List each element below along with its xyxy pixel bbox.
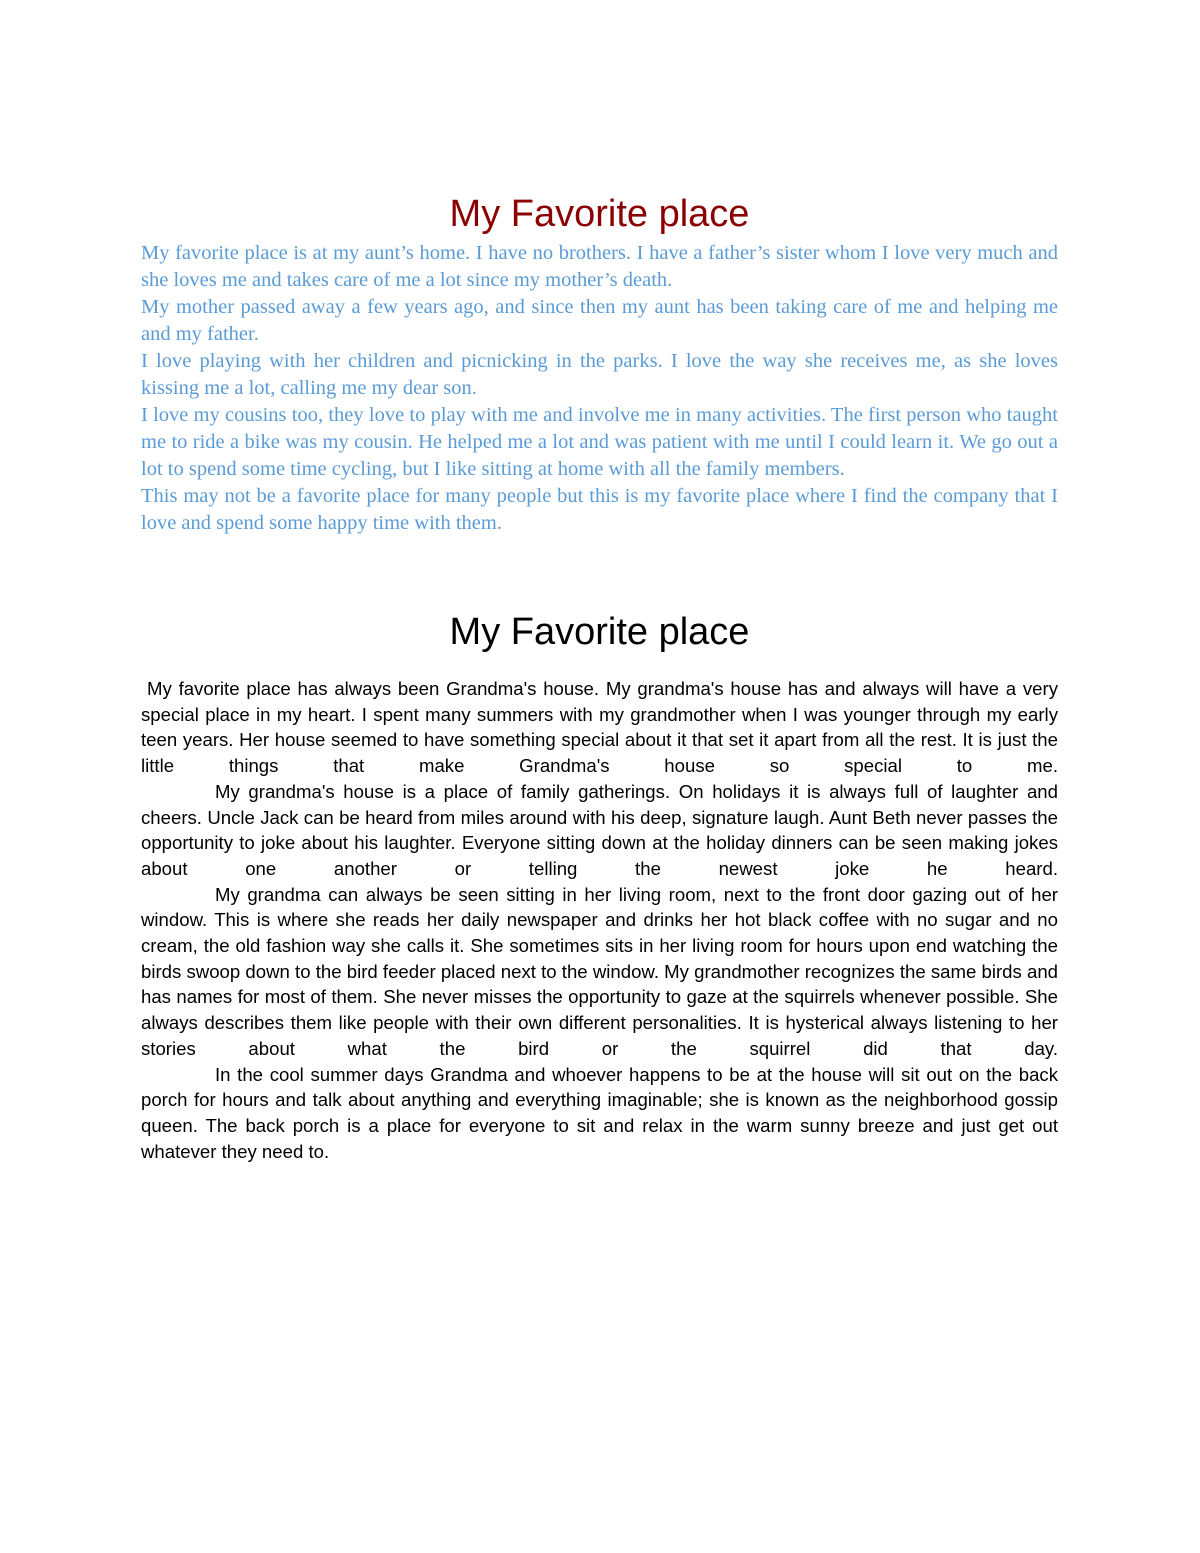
essay-2-paragraph-2: My grandma's house is a place of family gatherings. On holidays it is always full of laughter and cheers. Uncle Jack can be heard from miles around with his deep, signature laugh. Aunt Beth never passes the opportunity to joke about his laughter. Everyone sitting down at the holiday dinners can be seen making jokes about one another or telling the newest joke he heard. — [141, 780, 1058, 879]
essay-1-paragraph-5: This may not be a favorite place for many people but this is my favorite place where I find the company that I love and spend some happy time with them. — [141, 485, 1058, 534]
essay-1-paragraph-4: I love my cousins too, they love to play with me and involve me in many activities. The first person who taught me to ride a bike was my cousin. He helped me a lot and was patient with me until I could learn it. We go out a lot to spend some time cycling, but I like sitting at home with all the family members. — [141, 404, 1058, 480]
essay-1-body — [141, 240, 1058, 537]
essay-2-paragraph-1: My favorite place has always been Grandma's house. My grandma's house has and always will have a very special place in my heart. I spent many summers with my grandmother when I was younger through my early teen years. Her house seemed to have something special about it that set it apart from all the rest. It is just the little things that make Grandma's house so special to me. — [141, 678, 1058, 777]
essay-2-body — [141, 676, 1058, 1164]
essay-1-paragraph-3: I love playing with her children and picnicking in the parks. I love the way she receives me, as she loves kissing me a lot, calling me my dear son. — [141, 350, 1058, 399]
essay-aunts-home — [141, 188, 1058, 537]
essay-grandmas-house — [141, 606, 1058, 1164]
essay-2-title: My Favorite place — [449, 611, 750, 653]
essay-2-paragraph-4: In the cool summer days Grandma and whoever happens to be at the house will sit out on the back porch for hours and talk about anything and everything imaginable; she is known as the neighborhood gossip queen. The back porch is a place for everyone to sit and relax in the warm sunny breeze and just get out whatever they need to. — [141, 1063, 1058, 1162]
essay-2-paragraph-3: My grandma can always be seen sitting in her living room, next to the front door gazing out of her window. This is where she reads her daily newspaper and drinks her hot black coffee with no sugar and no cream, the old fashion way she calls it. She sometimes sits in her living room for hours upon end watching the birds swoop down to the bird feeder placed next to the window. My grandmother recognizes the same birds and has names for most of them. She never misses the opportunity to gaze at the squirrels whenever possible. She always describes them like people with their own different personalities. It is hysterical always listening to her stories about what the bird or the squirrel did that day. — [141, 883, 1058, 1059]
essay-1-paragraph-1: My favorite place is at my aunt’s home. I have no brothers. I have a father’s sister whom I love very much and she loves me and takes care of me a lot since my mother’s death. — [141, 242, 1058, 291]
essay-1-paragraph-2: My mother passed away a few years ago, and since then my aunt has been taking care of me and helping me and my father. — [141, 296, 1058, 345]
essay-1-title: My Favorite place — [449, 193, 750, 235]
